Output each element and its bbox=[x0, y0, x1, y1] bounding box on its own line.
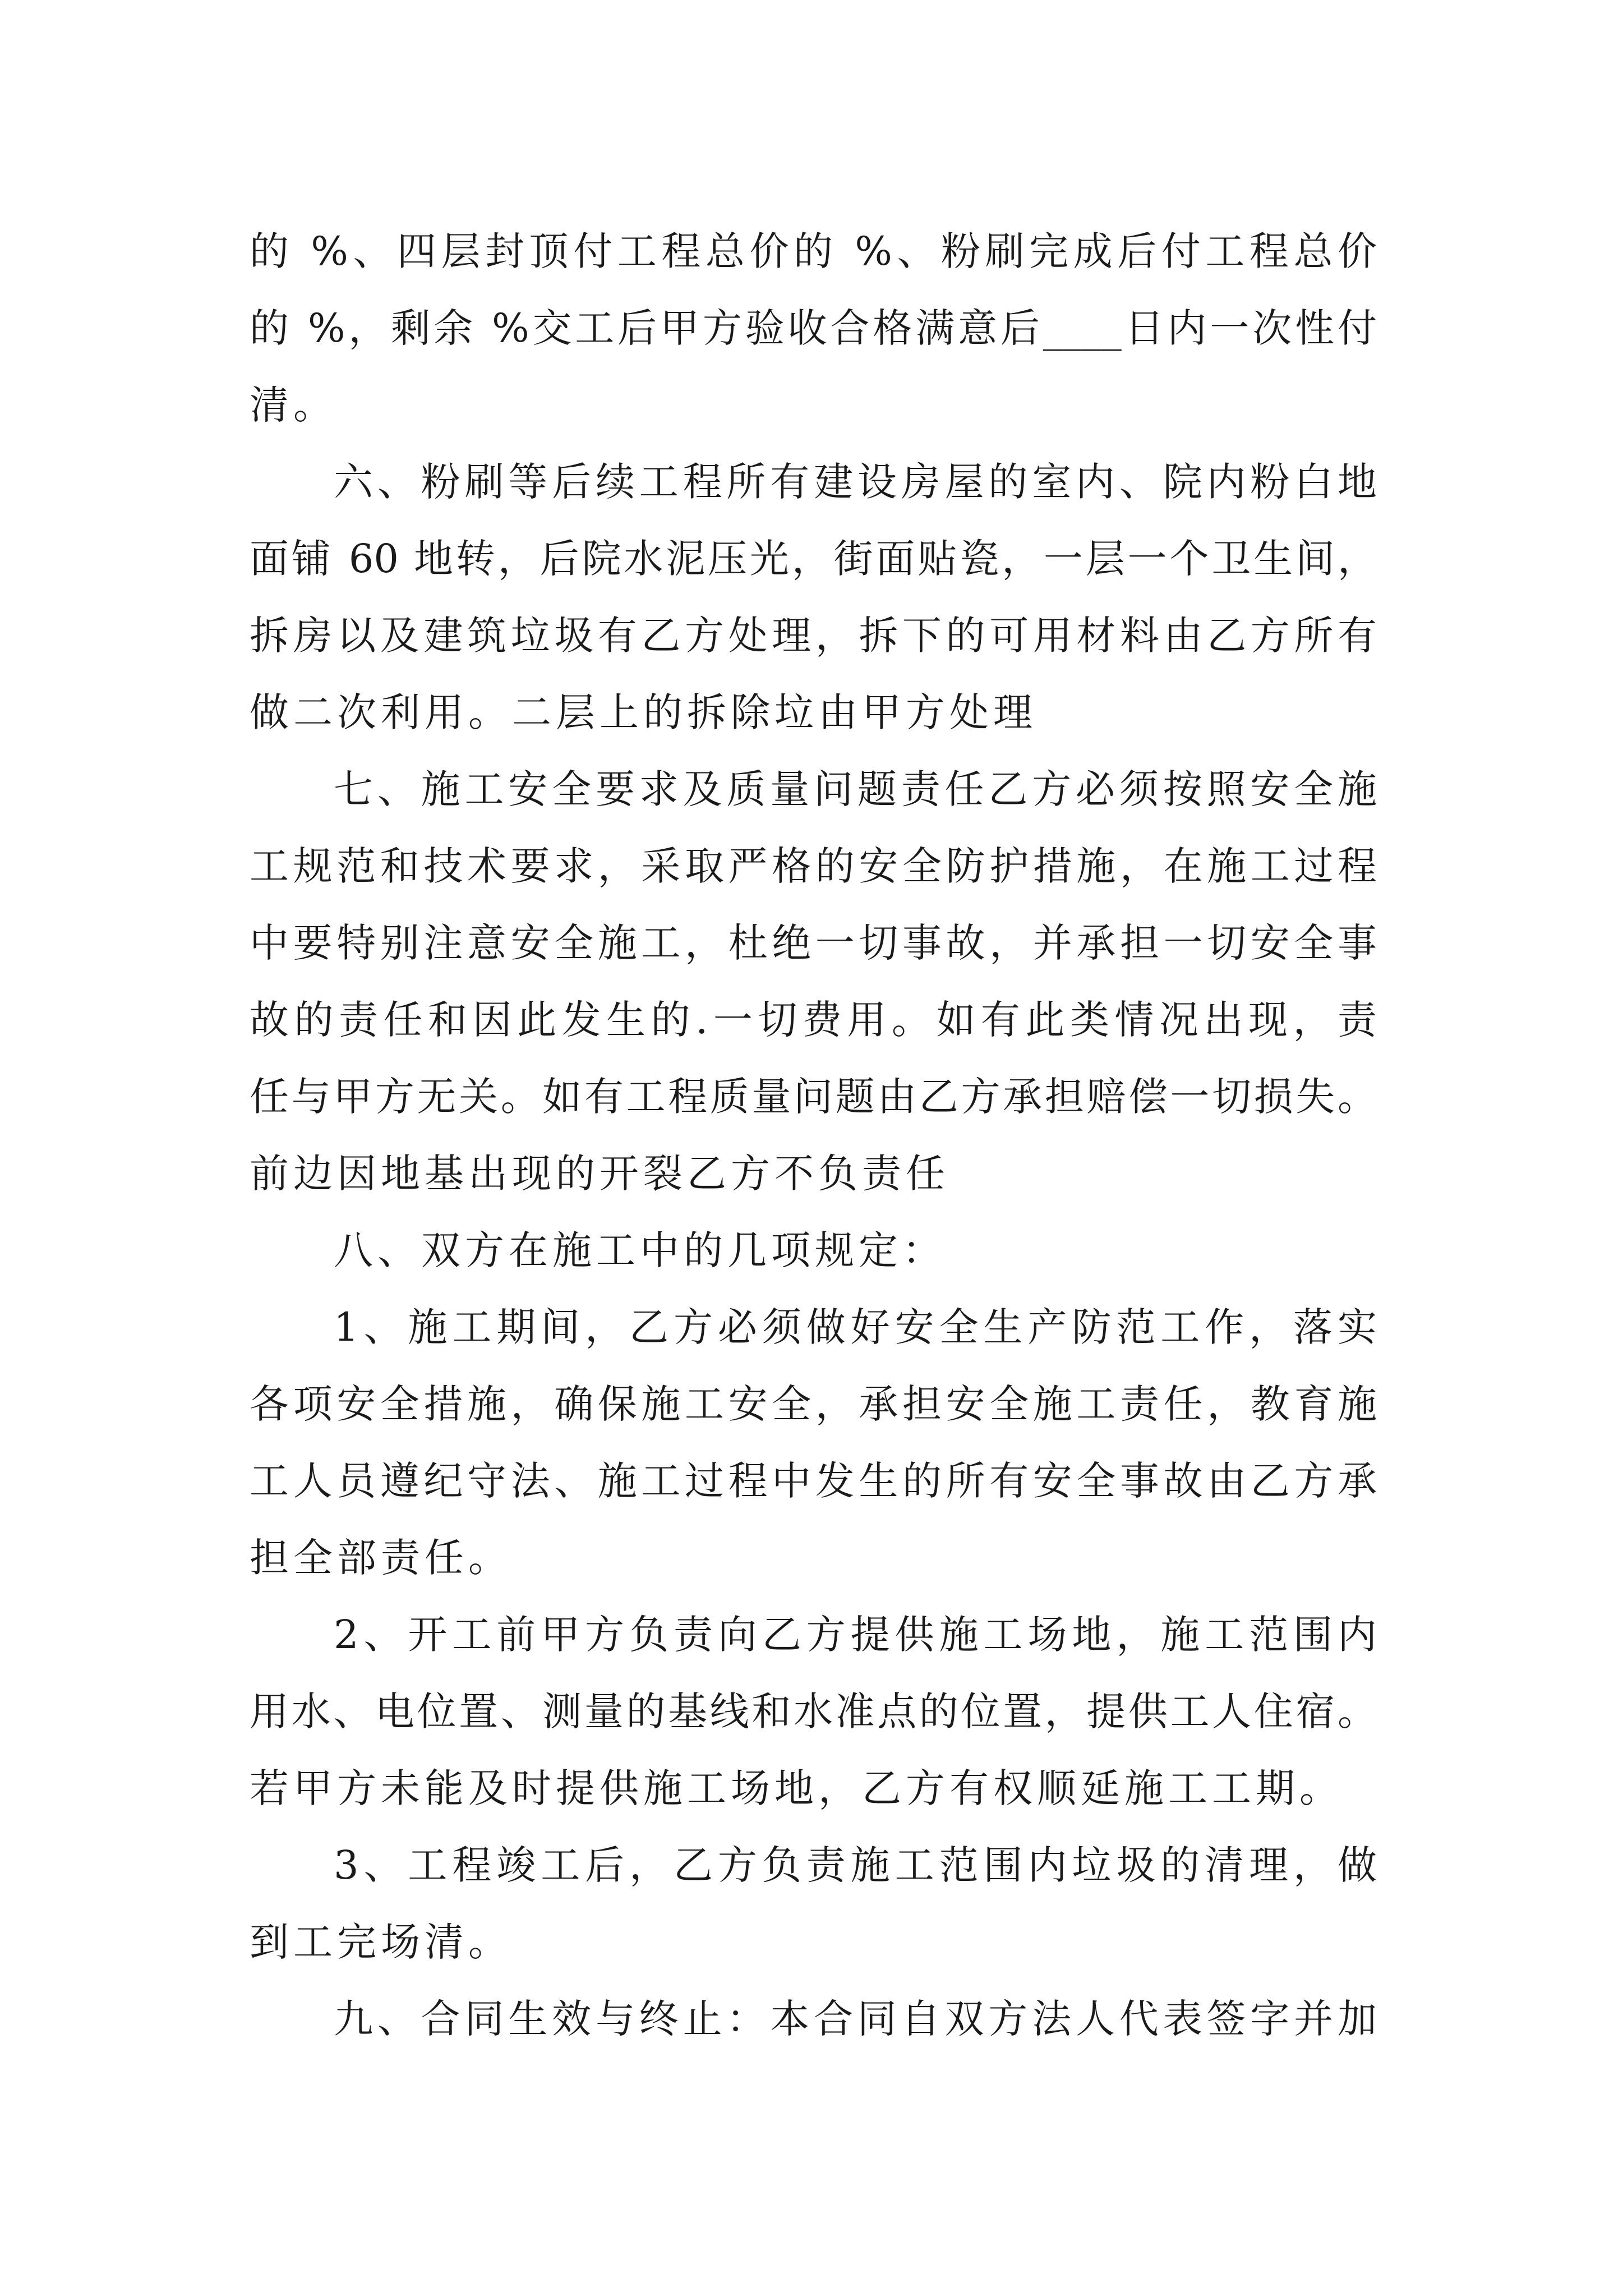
text-line: 1、施工期间，乙方必须做好安全生产防范工作，落实 bbox=[334, 1304, 1377, 1350]
text-line: 工规范和技术要求，采取严格的安全防护措施，在施工过程 bbox=[250, 843, 1377, 889]
text-line: 的 %、四层封顶付工程总价的 %、粉刷完成后付工程总价 bbox=[250, 228, 1377, 274]
text-line: 六、粉刷等后续工程所有建设房屋的室内、院内粉白地 bbox=[334, 459, 1377, 505]
text-line: 2、开工前甲方负责向乙方提供施工场地，施工范围内 bbox=[334, 1612, 1377, 1658]
text-line: 八、双方在施工中的几项规定： bbox=[334, 1227, 946, 1273]
text-line: 用水、电位置、测量的基线和水准点的位置，提供工人住宿。 bbox=[250, 1688, 1377, 1734]
text-line: 面铺 60 地转，后院水泥压光，街面贴瓷，一层一个卫生间， bbox=[250, 536, 1377, 582]
text-line: 3、工程竣工后，乙方负责施工范围内垃圾的清理，做 bbox=[334, 1842, 1377, 1888]
text-line: 故的责任和因此发生的.一切费用。如有此类情况出现，责 bbox=[250, 997, 1377, 1043]
text-line: 前边因地基出现的开裂乙方不负责任 bbox=[250, 1151, 949, 1197]
text-line: 各项安全措施，确保施工安全，承担安全施工责任，教育施 bbox=[250, 1381, 1377, 1427]
text-line: 到工完场清。 bbox=[250, 1919, 512, 1965]
text-line: 担全部责任。 bbox=[250, 1535, 512, 1581]
text-line: 九、合同生效与终止：本合同自双方法人代表签字并加 bbox=[334, 1996, 1377, 2042]
text-line: 任与甲方无关。如有工程质量问题由乙方承担赔偿一切损失。 bbox=[250, 1074, 1377, 1120]
text-line: 清。 bbox=[250, 382, 337, 428]
text-line: 中要特别注意安全施工，杜绝一切事故，并承担一切安全事 bbox=[250, 920, 1377, 966]
text-line: 若甲方未能及时提供施工场地，乙方有权顺延施工工期。 bbox=[250, 1765, 1343, 1811]
text-line: 做二次利用。二层上的拆除垃由甲方处理 bbox=[250, 689, 1037, 735]
text-line: 工人员遵纪守法、施工过程中发生的所有安全事故由乙方承 bbox=[250, 1458, 1377, 1504]
document-page bbox=[250, 213, 1377, 2058]
text-line: 拆房以及建筑垃圾有乙方处理，拆下的可用材料由乙方所有 bbox=[250, 613, 1377, 659]
text-line: 七、施工安全要求及质量问题责任乙方必须按照安全施 bbox=[334, 766, 1377, 812]
text-line: 的 %，剩余 %交工后甲方验收合格满意后____日内一次性付 bbox=[250, 305, 1377, 351]
